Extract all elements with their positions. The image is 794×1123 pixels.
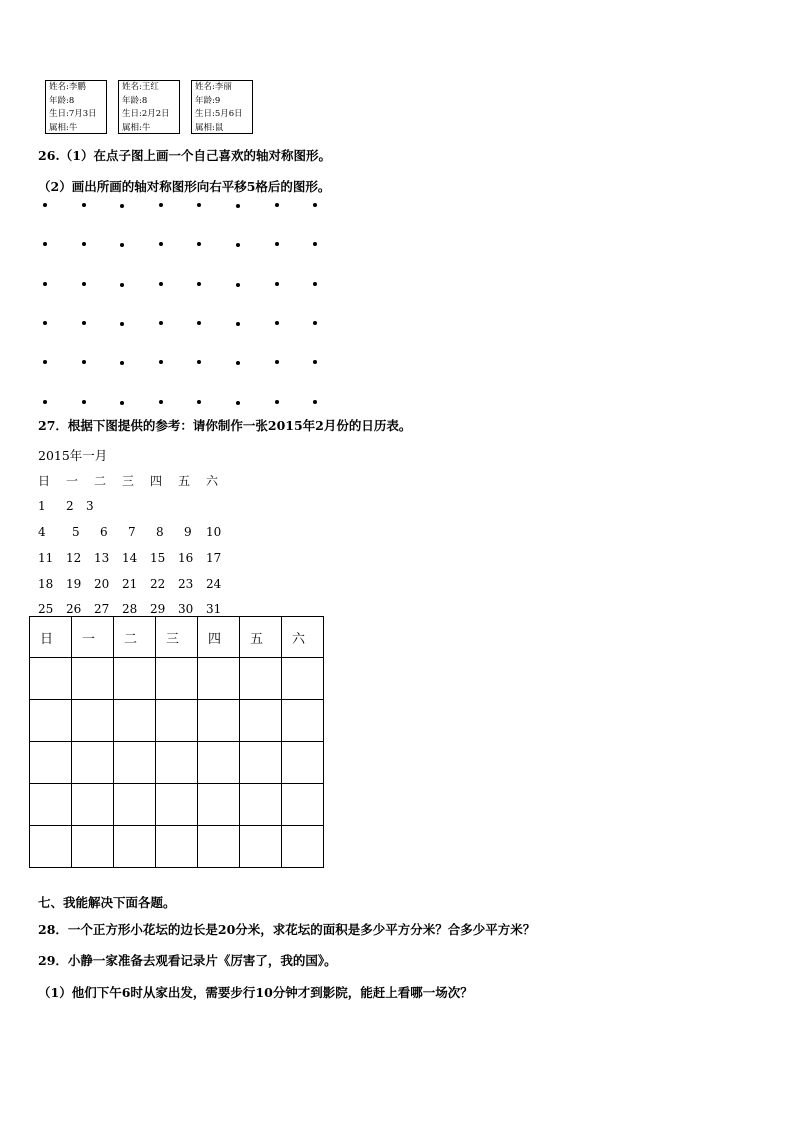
table-cell[interactable] — [114, 658, 156, 700]
calendar-day: 24 — [206, 577, 222, 591]
calendar-day: 20 — [94, 577, 110, 591]
grid-dot — [82, 400, 86, 404]
calendar-day: 22 — [150, 577, 166, 591]
grid-dot — [82, 203, 86, 207]
question-29: 29．小静一家准备去观看记录片《厉害了，我的国》。 — [38, 953, 337, 968]
weekday-label: 三 — [122, 474, 135, 488]
info-card — [118, 80, 180, 134]
calendar-month-title: 2015年一月 — [38, 448, 108, 463]
question-26-part1: 26.（1）在点子图上画一个自己喜欢的轴对称图形。 — [38, 148, 331, 163]
grid-dot — [43, 203, 47, 207]
calendar-day: 21 — [122, 577, 138, 591]
grid-dot — [236, 401, 240, 405]
grid-dot — [159, 203, 163, 207]
grid-dot — [197, 400, 201, 404]
table-cell[interactable] — [240, 784, 282, 826]
grid-dot — [120, 243, 124, 247]
grid-dot — [313, 400, 317, 404]
weekday-label: 一 — [66, 474, 79, 488]
grid-dot — [120, 322, 124, 326]
table-cell[interactable] — [30, 784, 72, 826]
table-cell[interactable] — [30, 658, 72, 700]
grid-dot — [159, 360, 163, 364]
grid-dot — [236, 322, 240, 326]
grid-dot — [313, 282, 317, 286]
card-age: 年龄:8 — [49, 95, 75, 106]
calendar-day: 18 — [38, 577, 54, 591]
card-name: 姓名:李鹏 — [49, 82, 86, 92]
calendar-day: 19 — [66, 577, 82, 591]
grid-dot — [313, 360, 317, 364]
table-cell[interactable] — [30, 742, 72, 784]
table-cell[interactable] — [240, 826, 282, 868]
table-cell[interactable] — [282, 742, 324, 784]
weekday-label: 日 — [38, 474, 51, 488]
grid-dot — [197, 282, 201, 286]
table-cell[interactable] — [72, 826, 114, 868]
grid-dot — [197, 242, 201, 246]
info-card — [45, 80, 107, 134]
calendar-day: 8 — [156, 525, 164, 539]
table-cell[interactable] — [72, 700, 114, 742]
question-29-part1: （1）他们下午6时从家出发，需要步行10分钟才到影院，能赶上看哪一场次？ — [38, 985, 473, 1000]
info-card — [191, 80, 253, 134]
table-cell[interactable] — [72, 784, 114, 826]
table-cell[interactable] — [156, 700, 198, 742]
table-header-cell: 日 — [30, 617, 72, 658]
table-header-cell: 三 — [156, 617, 198, 658]
grid-dot — [275, 242, 279, 246]
table-row — [30, 658, 324, 700]
grid-dot — [82, 321, 86, 325]
calendar-day: 26 — [66, 602, 82, 616]
table-cell[interactable] — [72, 658, 114, 700]
grid-dot — [313, 321, 317, 325]
grid-dot — [275, 400, 279, 404]
section-7-heading: 七、我能解决下面各题。 — [38, 895, 176, 910]
question-26-part2: （2）画出所画的轴对称图形向右平移5格后的图形。 — [38, 179, 331, 194]
table-cell[interactable] — [198, 658, 240, 700]
calendar-day: 4 — [38, 525, 46, 539]
table-cell[interactable] — [198, 700, 240, 742]
grid-dot — [43, 242, 47, 246]
grid-dot — [43, 360, 47, 364]
grid-dot — [120, 401, 124, 405]
calendar-day: 29 — [150, 602, 166, 616]
table-header-cell: 六 — [282, 617, 324, 658]
card-age: 年龄:9 — [195, 95, 221, 106]
calendar-day: 27 — [94, 602, 110, 616]
weekday-label: 六 — [206, 474, 219, 488]
card-zodiac: 属相:牛 — [122, 122, 151, 133]
grid-dot — [82, 360, 86, 364]
grid-dot — [43, 321, 47, 325]
table-header-row — [30, 617, 324, 658]
grid-dot — [236, 361, 240, 365]
weekday-label: 五 — [178, 474, 191, 488]
february-calendar-table — [29, 616, 324, 868]
calendar-day: 5 — [72, 525, 80, 539]
grid-dot — [159, 282, 163, 286]
card-birthday: 生日:7月3日 — [49, 109, 97, 119]
grid-dot — [120, 361, 124, 365]
card-name: 姓名:王红 — [122, 82, 159, 92]
weekday-label: 二 — [94, 474, 107, 488]
table-cell[interactable] — [240, 700, 282, 742]
grid-dot — [313, 242, 317, 246]
grid-dot — [159, 242, 163, 246]
table-cell[interactable] — [282, 826, 324, 868]
calendar-day: 15 — [150, 551, 166, 565]
table-cell[interactable] — [282, 784, 324, 826]
table-cell[interactable] — [198, 826, 240, 868]
question-28: 28．一个正方形小花坛的边长是20分米，求花坛的面积是多少平方分米？合多少平方米？ — [38, 922, 536, 937]
grid-dot — [313, 203, 317, 207]
table-cell[interactable] — [240, 658, 282, 700]
table-row — [30, 700, 324, 742]
grid-dot — [43, 282, 47, 286]
calendar-day: 13 — [94, 551, 110, 565]
table-cell[interactable] — [240, 742, 282, 784]
card-zodiac: 属相:牛 — [49, 122, 78, 133]
table-cell[interactable] — [156, 784, 198, 826]
calendar-day: 2 — [66, 499, 74, 513]
calendar-day: 3 — [86, 499, 94, 513]
table-cell[interactable] — [282, 700, 324, 742]
card-age: 年龄:8 — [122, 95, 148, 106]
table-cell[interactable] — [114, 784, 156, 826]
grid-dot — [275, 282, 279, 286]
table-row — [30, 742, 324, 784]
card-birthday: 生日:5月6日 — [195, 109, 243, 119]
calendar-day: 31 — [206, 602, 222, 616]
grid-dot — [236, 283, 240, 287]
calendar-day: 30 — [178, 602, 194, 616]
grid-dot — [159, 321, 163, 325]
table-cell[interactable] — [156, 742, 198, 784]
grid-dot — [197, 360, 201, 364]
table-row — [30, 784, 324, 826]
grid-dot — [236, 204, 240, 208]
grid-dot — [275, 321, 279, 325]
calendar-day: 10 — [206, 525, 222, 539]
calendar-day: 25 — [38, 602, 54, 616]
grid-dot — [159, 400, 163, 404]
grid-dot — [82, 242, 86, 246]
table-header-cell: 五 — [240, 617, 282, 658]
question-27: 27．根据下图提供的参考：请你制作一张2015年2月份的日历表。 — [38, 418, 412, 433]
table-header-cell: 四 — [198, 617, 240, 658]
calendar-day: 23 — [178, 577, 194, 591]
grid-dot — [275, 360, 279, 364]
table-cell[interactable] — [30, 700, 72, 742]
table-cell[interactable] — [198, 742, 240, 784]
calendar-day: 28 — [122, 602, 138, 616]
grid-dot — [120, 204, 124, 208]
table-cell[interactable] — [114, 700, 156, 742]
calendar-day: 14 — [122, 551, 138, 565]
grid-dot — [82, 282, 86, 286]
grid-dot — [120, 283, 124, 287]
calendar-day: 7 — [128, 525, 136, 539]
table-cell[interactable] — [114, 826, 156, 868]
table-cell[interactable] — [156, 658, 198, 700]
grid-dot — [197, 203, 201, 207]
calendar-day: 6 — [100, 525, 108, 539]
table-cell[interactable] — [30, 826, 72, 868]
table-cell[interactable] — [72, 742, 114, 784]
card-birthday: 生日:2月2日 — [122, 109, 170, 119]
grid-dot — [236, 243, 240, 247]
grid-dot — [197, 321, 201, 325]
card-zodiac: 属相:鼠 — [195, 122, 224, 133]
grid-dot — [43, 400, 47, 404]
table-cell[interactable] — [198, 784, 240, 826]
calendar-day: 12 — [66, 551, 82, 565]
table-cell[interactable] — [282, 658, 324, 700]
table-header-cell: 二 — [114, 617, 156, 658]
calendar-day: 1 — [38, 499, 46, 513]
calendar-day: 11 — [38, 551, 54, 565]
grid-dot — [275, 203, 279, 207]
table-cell[interactable] — [114, 742, 156, 784]
calendar-day: 17 — [206, 551, 222, 565]
calendar-day: 9 — [184, 525, 192, 539]
table-row — [30, 826, 324, 868]
calendar-day: 16 — [178, 551, 194, 565]
weekday-label: 四 — [150, 474, 163, 488]
table-header-cell: 一 — [72, 617, 114, 658]
table-cell[interactable] — [156, 826, 198, 868]
card-name: 姓名:李丽 — [195, 82, 232, 92]
